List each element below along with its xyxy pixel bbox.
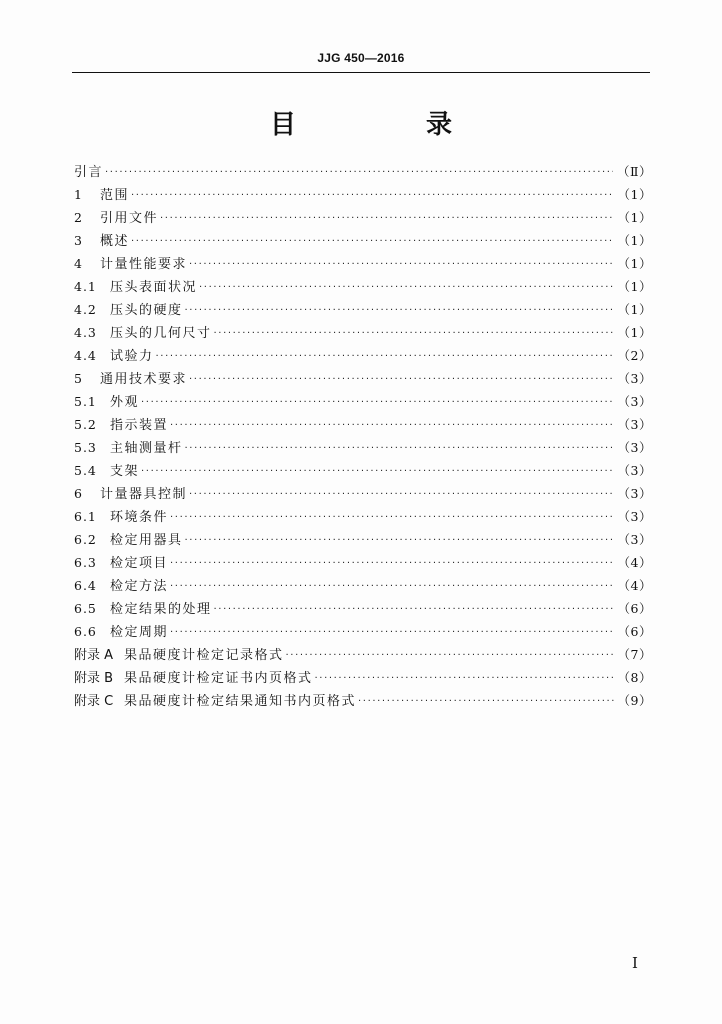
toc-entry[interactable] [74, 275, 652, 298]
toc-entry-page: （3） [617, 371, 652, 386]
toc-title: 目 录 [269, 110, 504, 140]
toc-entry[interactable] [74, 482, 652, 505]
toc-entry[interactable] [74, 298, 652, 321]
toc-entry-label: 外观 [110, 395, 140, 410]
toc-entry-page: （7） [617, 647, 652, 662]
toc-entry[interactable] [74, 413, 652, 436]
toc-entry-number: 6.3 [74, 555, 97, 570]
toc-entry[interactable] [74, 551, 652, 574]
toc-entry[interactable] [74, 505, 652, 528]
toc-entry[interactable] [74, 321, 652, 344]
toc-entry-label: 检定周期 [110, 625, 169, 640]
toc-entry-number: 附录 A [74, 648, 114, 663]
toc-entry-page: （1） [617, 210, 652, 225]
toc-entry-label: 检定用器具 [110, 533, 183, 548]
toc-entry-label: 检定方法 [110, 579, 169, 594]
toc-entry[interactable] [74, 206, 652, 229]
toc-entry[interactable] [74, 597, 652, 620]
toc-entry-page: （2） [617, 348, 652, 363]
dot-leader [131, 230, 614, 253]
toc-entry-number: 附录 C [74, 694, 114, 709]
toc-entry-label: 检定项目 [110, 556, 169, 571]
dot-leader [160, 207, 614, 230]
toc-entry-page: （1） [617, 279, 652, 294]
toc-entry-number: 4.4 [74, 348, 97, 363]
toc-entry[interactable] [74, 666, 652, 689]
toc-entry[interactable] [74, 643, 652, 666]
dot-leader [199, 276, 614, 299]
toc-entry[interactable] [74, 689, 652, 712]
toc-entry-number: 6.5 [74, 601, 97, 616]
toc-entry-number: 2 [74, 210, 83, 225]
toc-entry-label: 概述 [100, 234, 130, 249]
toc-entry-page: （3） [617, 440, 652, 455]
toc-entry-page: （4） [617, 555, 652, 570]
toc-entry[interactable] [74, 344, 652, 367]
toc-entry-number: 4.3 [74, 325, 97, 340]
toc-entry[interactable] [74, 160, 652, 183]
toc-entry-label: 压头的硬度 [110, 303, 183, 318]
toc-entry[interactable] [74, 574, 652, 597]
toc-entry-label: 环境条件 [110, 510, 169, 525]
toc-entry-page: （1） [617, 325, 652, 340]
toc-entry-page: （3） [617, 417, 652, 432]
toc-entry[interactable] [74, 367, 652, 390]
toc-entry-label: 压头表面状况 [110, 280, 198, 295]
toc-entry[interactable] [74, 436, 652, 459]
toc-entry-page: （1） [617, 302, 652, 317]
toc-entry-page: （3） [617, 486, 652, 501]
toc-entry-page: （3） [617, 509, 652, 524]
toc-entry-label: 检定结果的处理 [110, 602, 212, 617]
toc-entry-label: 通用技术要求 [100, 372, 188, 387]
dot-leader [214, 322, 614, 345]
toc-entry-page: （6） [617, 624, 652, 639]
toc-entry-label: 压头的几何尺寸 [110, 326, 212, 341]
toc-entry[interactable] [74, 229, 652, 252]
dot-leader [105, 161, 613, 184]
toc-entry-number: 5.3 [74, 440, 97, 455]
toc-entry-number: 1 [74, 187, 83, 202]
toc-entry-number: 4.1 [74, 279, 97, 294]
dot-leader [170, 575, 614, 598]
toc-entry-label: 支架 [110, 464, 140, 479]
dot-leader [170, 621, 614, 644]
toc-entry-label: 范围 [100, 188, 130, 203]
header-rule [72, 72, 650, 73]
toc-entry[interactable] [74, 390, 652, 413]
toc-entry-number: 6.6 [74, 624, 97, 639]
toc-entry-number: 5.4 [74, 463, 97, 478]
toc-entry-number: 6 [74, 486, 83, 501]
toc-entry-label: 指示装置 [110, 418, 169, 433]
dot-leader [170, 414, 614, 437]
toc-entry-page: （1） [617, 256, 652, 271]
toc-entry-label: 计量器具控制 [100, 487, 188, 502]
toc-entry-number: 5 [74, 371, 83, 386]
toc-entry-page: （8） [617, 670, 652, 685]
toc-entry[interactable] [74, 183, 652, 206]
dot-leader [214, 598, 614, 621]
toc-entry-label: 引言 [74, 165, 104, 180]
dot-leader [185, 299, 614, 322]
toc-entry-number: 4.2 [74, 302, 97, 317]
toc-entry-label: 果品硬度计检定记录格式 [124, 648, 284, 663]
toc-entry-page: （3） [617, 532, 652, 547]
dot-leader [141, 460, 614, 483]
dot-leader [286, 644, 614, 667]
toc-entry-label: 果品硬度计检定证书内页格式 [124, 671, 313, 686]
toc-entry-label: 试验力 [110, 349, 154, 364]
toc-entry-number: 5.2 [74, 417, 97, 432]
toc-entry-page: （3） [617, 394, 652, 409]
toc-entry-label: 引用文件 [100, 211, 159, 226]
toc-entry[interactable] [74, 252, 652, 275]
toc-entry-page: （6） [617, 601, 652, 616]
toc-entry-page: （1） [617, 187, 652, 202]
toc-entry-number: 6.4 [74, 578, 97, 593]
toc-entry[interactable] [74, 459, 652, 482]
toc-entry-page: （4） [617, 578, 652, 593]
toc-entry[interactable] [74, 528, 652, 551]
toc-entry-label: 计量性能要求 [100, 257, 188, 272]
dot-leader [358, 690, 614, 713]
dot-leader [189, 253, 614, 276]
dot-leader [185, 437, 614, 460]
page-folio: I [632, 954, 638, 972]
toc-entry-number: 附录 B [74, 671, 114, 686]
toc-entry-page: （1） [617, 233, 652, 248]
toc-entry-number: 5.1 [74, 394, 97, 409]
toc-entry-label: 果品硬度计检定结果通知书内页格式 [124, 694, 357, 709]
toc-entry-number: 6.1 [74, 509, 97, 524]
standard-code-header: JJG 450—2016 [317, 51, 405, 65]
dot-leader [131, 184, 614, 207]
toc-entry-number: 4 [74, 256, 83, 271]
dot-leader [185, 529, 614, 552]
table-of-contents [74, 160, 652, 712]
dot-leader [170, 506, 614, 529]
toc-entry-page: （Ⅱ） [617, 164, 652, 179]
dot-leader [315, 667, 614, 690]
dot-leader [156, 345, 614, 368]
dot-leader [189, 368, 614, 391]
toc-entry-page: （9） [617, 693, 652, 708]
dot-leader [189, 483, 614, 506]
dot-leader [170, 552, 614, 575]
toc-entry-number: 6.2 [74, 532, 97, 547]
dot-leader [141, 391, 614, 414]
toc-entry-label: 主轴测量杆 [110, 441, 183, 456]
toc-entry[interactable] [74, 620, 652, 643]
toc-entry-number: 3 [74, 233, 83, 248]
toc-entry-page: （3） [617, 463, 652, 478]
